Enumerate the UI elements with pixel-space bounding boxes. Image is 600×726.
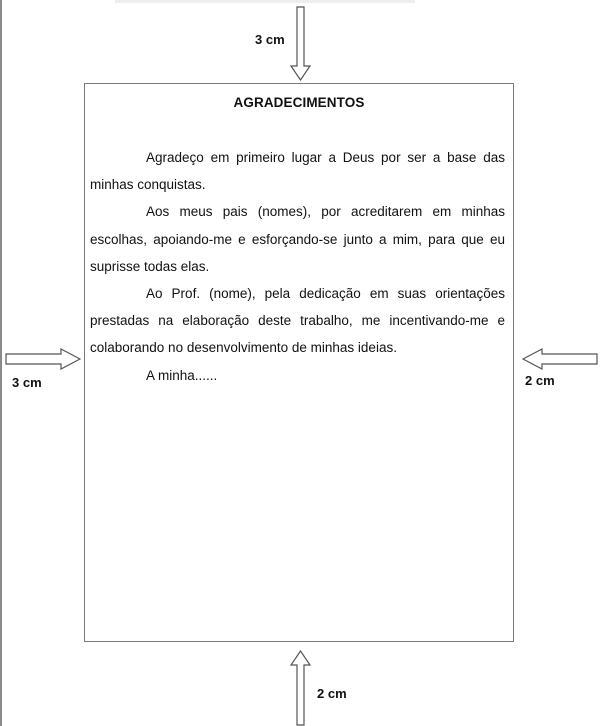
arrow-down-icon	[289, 6, 313, 82]
arrow-left-icon	[522, 348, 598, 370]
document-title: AGRADECIMENTOS	[233, 95, 365, 110]
right-margin-label: 2 cm	[525, 373, 555, 388]
paragraph: Aos meus pais (nomes), por acreditarem em minhas escolhas, apoiando-me e esforçando-se junto a mim, para que eu suprisse todas elas.	[90, 204, 505, 274]
top-margin-label: 3 cm	[255, 32, 285, 47]
outer-border-line	[0, 0, 2, 726]
bottom-margin-label: 2 cm	[317, 686, 347, 701]
paragraph: Ao Prof. (nome), pela dedicação em suas orientações prestadas na elaboração deste trabalho, me incentivando-me e colaborando no desenvolvimento de minhas ideias.	[90, 286, 505, 356]
paragraph: A minha......	[146, 367, 218, 383]
page-frame	[84, 83, 514, 642]
document-body	[90, 144, 505, 389]
arrow-up-icon	[289, 650, 313, 726]
left-margin-label: 3 cm	[12, 375, 42, 390]
arrow-right-icon	[5, 348, 81, 370]
cropped-header-remnant	[115, 0, 415, 3]
paragraph: Agradeço em primeiro lugar a Deus por ser a base das minhas conquistas.	[90, 150, 505, 193]
